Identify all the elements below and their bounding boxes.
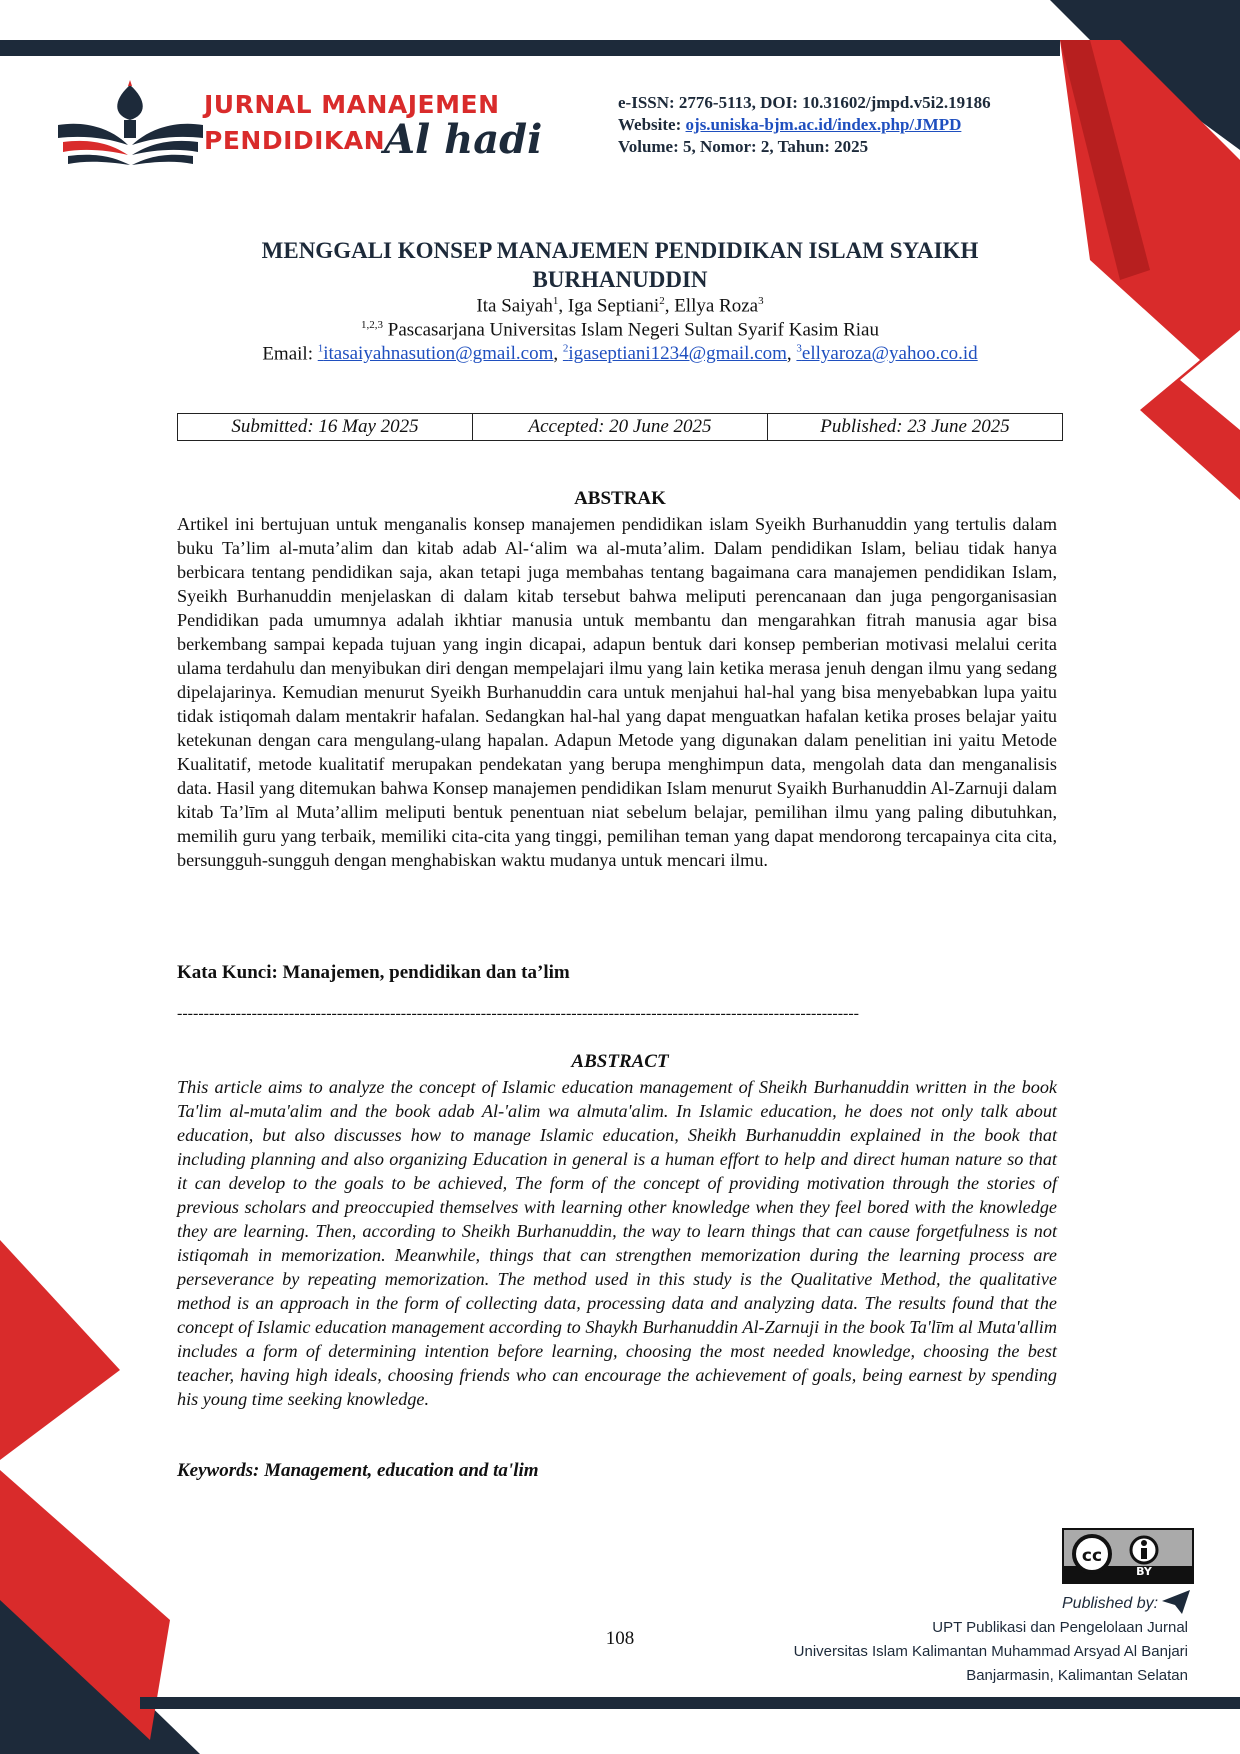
email-sup: 1 [317,343,324,355]
journal-name-line1: JURNAL MANAJEMEN [204,90,500,119]
svg-text:cc: cc [1081,1546,1103,1566]
publisher-line2: Universitas Islam Kalimantan Muhammad Arsyad Al Banjari [793,1643,1188,1660]
paper-plane-icon [1162,1590,1190,1614]
author-name: Ita Saiyah [476,295,553,317]
author-name: Iga Septiani [567,295,660,317]
website-link[interactable]: ojs.uniska-bjm.ac.id/index.php/JMPD [685,115,962,134]
section-separator: -------------------------------------------------------------------------------------------------------------------------------- [177,1005,859,1022]
author-name: Ellya Roza [674,295,759,317]
email-sup: 3 [796,343,802,355]
author-sup: 3 [758,295,764,307]
journal-logo-icon [58,80,203,165]
email-sup: 2 [562,343,569,355]
article-title-line1: MENGGALI KONSEP MANAJEMEN PENDIDIKAN ISLAM SYAIKH [261,238,979,263]
journal-name-script: Al hadi [384,116,543,163]
published-date: Published: 23 June 2025 [820,416,1010,437]
issn-doi-line: e-ISSN: 2776-5113, DOI: 10.31602/jmpd.v5i2.19186 [618,93,991,112]
submitted-date: Submitted: 16 May 2025 [178,414,473,440]
bottom-bar-right [1050,1697,1240,1709]
kata-kunci: Kata Kunci: Manajemen, pendidikan dan ta’lim [177,962,570,983]
cc-by-label: BY [1136,1565,1152,1578]
bottom-left-red-shape [0,1240,120,1460]
email-link-3[interactable] [796,343,977,364]
website-line [618,115,961,135]
journal-name-line2: PENDIDIKAN [204,126,386,155]
affiliation [0,319,1240,341]
dates-table [177,413,1063,441]
keywords: Keywords: Management, education and ta'lim [177,1460,539,1481]
author-sup: 2 [659,295,665,307]
article-title-line2: BURHANUDDIN [532,267,708,292]
email-text: itasaiyahnasution@gmail.com [323,343,554,365]
abstract-heading: ABSTRACT [571,1051,669,1072]
publisher-line1: UPT Publikasi dan Pengelolaan Jurnal [932,1619,1188,1636]
email-text: igaseptiani1234@gmail.com [568,343,787,365]
abstrak-heading: ABSTRAK [574,488,666,509]
email-link-1[interactable] [318,343,554,364]
abstract-text: This article aims to analyze the concept of Islamic education management of Sheikh Burhanuddin written in the book Ta'lim al-muta'alim and the book adab Al-'alim wa almuta'alim. In Islamic education, he does not only talk about education, but also discusses how to manage Islamic education, Sheikh Burhanuddin explained in the book that including planning and also organizing Education in general is a human effort to help and direct human nature so that it can develop to the goals to be achieved, The form of the concept of providing motivation through the stories of previous scholars and preoccupied themselves with learning other knowledge when they feel bored with the knowledge they are learning. Then, according to Sheikh Burhanuddin, the way to learn things that can cause forgetfulness is not istiqomah in memorization. Meanwhile, things that can strengthen memorization during the learning process are perseverance by repeating memorization. The method used in this study is the Qualitative Method, the qualitative method is an approach in the form of collecting data, processing data and analyzing data. The results found that the concept of Islamic education management according to Shaykh Burhanuddin Al-Zarnuji in the book Ta'līm al Muta'allim includes a form of determining intention before learning, choosing the most needed knowledge, choosing the best teacher, having high ideals, choosing friends who can encourage the achievement of goals, being earnest by spending his young time seeking knowledge. [177,1077,1057,1409]
publisher-line3: Banjarmasin, Kalimantan Selatan [966,1667,1188,1684]
page-number: 108 [605,1628,635,1649]
emails: Email: $^1$itasaiyahnasution@gmail.com, $^2$igaseptiani1234@gmail.com, $^3$ellyaroza@yahoo.co.id [262,343,978,365]
authors: Ita Saiyah$^1$, Iga Septiani$^2$, Ellya Roza$^3$ [476,295,764,317]
accepted-date: Accepted: 20 June 2025 [473,414,768,440]
email-label: Email: [262,343,318,365]
email-text: ellyaroza@yahoo.co.id [801,343,978,365]
volume-line: Volume: 5, Nomor: 2, Tahun: 2025 [618,137,869,156]
header-bar [0,40,1060,56]
published-by-label: Published by: [1062,1595,1159,1612]
website-label: Website: [618,115,686,134]
author-sup: 1 [552,295,559,307]
cc-license-badge[interactable] [1062,1528,1194,1584]
affiliation-sup: 1,2,3 [361,319,383,331]
abstrak-text: Artikel ini bertujuan untuk menganalis konsep manajemen pendidikan islam Syeikh Burhanuddin yang tertulis dalam buku Ta’lim al-muta’alim dan kitab adab Al-‘alim wa al-muta’alim. Dalam pendidikan Islam, beliau tidak hanya berbicara tentang pendidikan saja, akan tetapi juga membahas tentang bagaimana cara manajemen pendidikan Islam, Syeikh Burhanuddin menjelaskan di dalam kitab tersebut bahwa meliputi perencanaan dan juga pengorganisasian Pendidikan pada umumnya adalah ikhtiar manusia untuk membantu dan mengarahkan fitrah manusia agar bisa berkembang sampai kepada tujuan yang ingin dicapai, adapun bentuk dari konsep pemberian motivasi melalui cerita ulama terdahulu dan menyibukan diri dengan mempelajari ilmu yang lain ketika merasa jenuh dengan ilmu yang sedang dipelajarinya. Kemudian menurut Syeikh Burhanuddin cara untuk menjahui hal-hal yang bisa menyebabkan lupa yaitu tidak istiqomah dalam mentakrir hafalan. Sedangkan hal-hal yang dapat menguatkan hafalan ketika proses belajar yaitu ketekunan dengan cara mengulang-ulang hapalan. Adapun Metode yang digunakan dalam penelitian ini yaitu Metode Kualitatif, metode kualitatif merupakan pendekatan yang berupa menghimpun data, mengolah data dan menganalisis data. Hasil yang ditemukan bahwa Konsep manajemen pendidikan Islam menurut Syaikh Burhanuddin Al-Zarnuji dalam kitab Ta’līm al Muta’allim meliputi bentuk penentuan niat sebelum belajar, pemilihan ilmu yang paling dibutuhkan, memilih guru yang terbaik, memiliki cita-cita yang tinggi, pemilihan teman yang dapat mendorong tercapainya cita cita, bersungguh-sungguh dengan menghabiskan waktu mudanya untuk mencari ilmu. [177,514,1057,870]
email-link-2[interactable] [563,343,787,364]
affiliation-text: Pascasarjana Universitas Islam Negeri Sultan Syarif Kasim Riau [383,319,879,341]
